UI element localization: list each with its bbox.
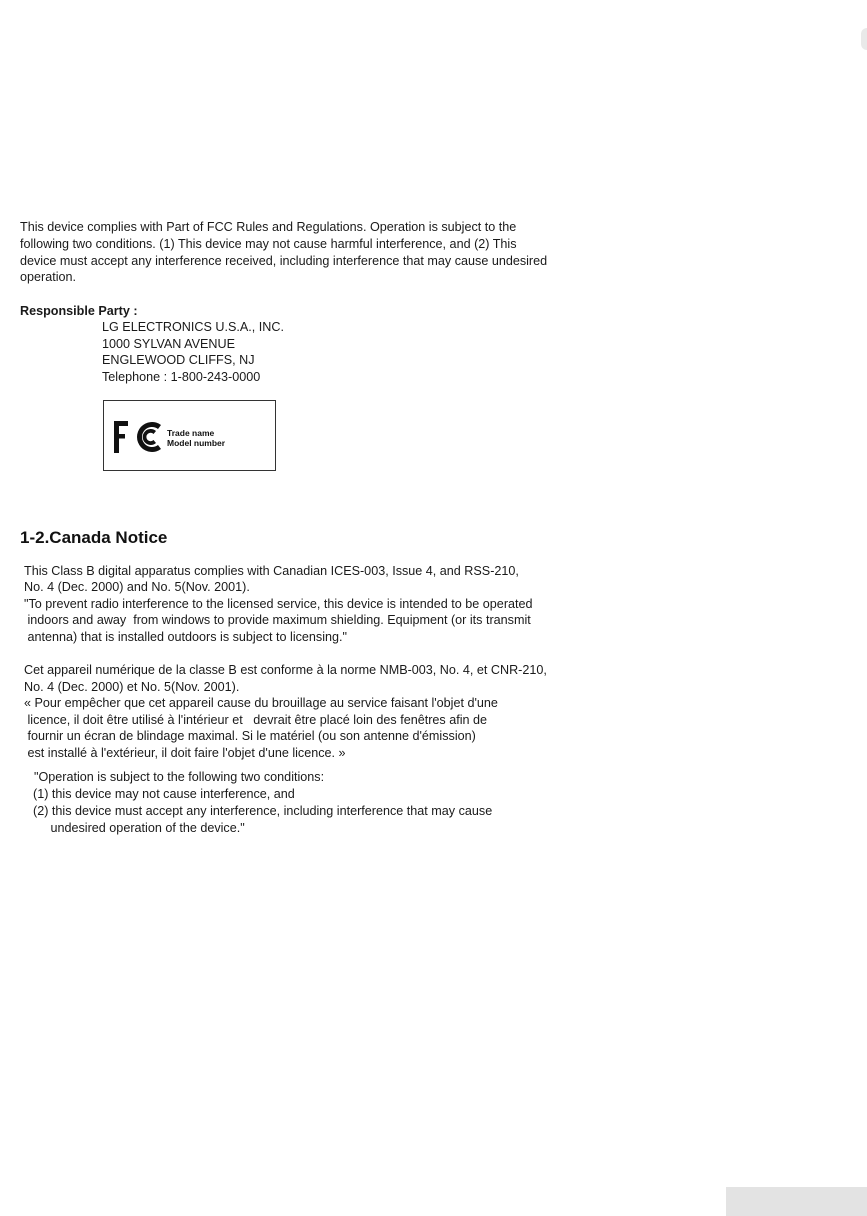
condition-line: (2) this device must accept any interference, including interference that may cause <box>33 804 493 818</box>
fcc-label-box <box>103 400 276 471</box>
condition-line: undesired operation of the device." <box>33 821 245 835</box>
address-line: ENGLEWOOD CLIFFS, NJ <box>102 353 255 367</box>
english-line: This Class B digital apparatus complies with Canadian ICES-003, Issue 4, and RSS-210, <box>24 564 519 578</box>
fcc-logo-icon <box>114 419 162 455</box>
fcc-paragraph-line: operation. <box>20 270 77 284</box>
french-line: est installé à l'extérieur, il doit faire l'objet d'une licence. » <box>24 746 346 760</box>
french-line: licence, il doit être utilisé à l'intérieur et devrait être placé loin des fenêtres afin de <box>24 713 488 727</box>
english-line: indoors and away from windows to provide maximum shielding. Equipment (or its transmit <box>24 613 531 627</box>
french-line: Cet appareil numérique de la classe B est conforme à la norme NMB-003, No. 4, et CNR-210, <box>24 663 547 677</box>
french-line: « Pour empêcher que cet appareil cause du brouillage au service faisant l'objet d'une <box>24 696 498 710</box>
french-line: No. 4 (Dec. 2000) et No. 5(Nov. 2001). <box>24 680 240 694</box>
address-line: 1000 SYLVAN AVENUE <box>102 337 236 351</box>
trade-name-text: Trade name <box>167 428 215 438</box>
responsible-party-label: Responsible Party : <box>20 304 138 318</box>
address-line: Telephone : 1-800-243-0000 <box>102 370 261 384</box>
fcc-paragraph-line: This device complies with Part of FCC Rules and Regulations. Operation is subject to the <box>20 220 517 234</box>
english-line: antenna) that is installed outdoors is subject to licensing." <box>24 630 347 644</box>
canada-notice-heading: 1-2.Canada Notice <box>20 528 168 547</box>
english-line: "To prevent radio interference to the licensed service, this device is intended to be operated <box>24 597 533 611</box>
fcc-paragraph-line: device must accept any interference received, including interference that may cause undesired <box>20 254 548 268</box>
page-footer-bar <box>726 1187 867 1216</box>
condition-line: (1) this device may not cause interference, and <box>33 787 295 801</box>
address-line: LG ELECTRONICS U.S.A., INC. <box>102 320 284 334</box>
french-line: fournir un écran de blindage maximal. Si le matériel (ou son antenne d'émission) <box>24 729 476 743</box>
condition-line: "Operation is subject to the following two conditions: <box>34 770 325 784</box>
model-number-text: Model number <box>167 438 226 448</box>
fcc-paragraph-line: following two conditions. (1) This device may not cause harmful interference, and (2) This <box>20 237 517 251</box>
english-line: No. 4 (Dec. 2000) and No. 5(Nov. 2001). <box>24 580 250 594</box>
corner-tab <box>861 28 867 50</box>
